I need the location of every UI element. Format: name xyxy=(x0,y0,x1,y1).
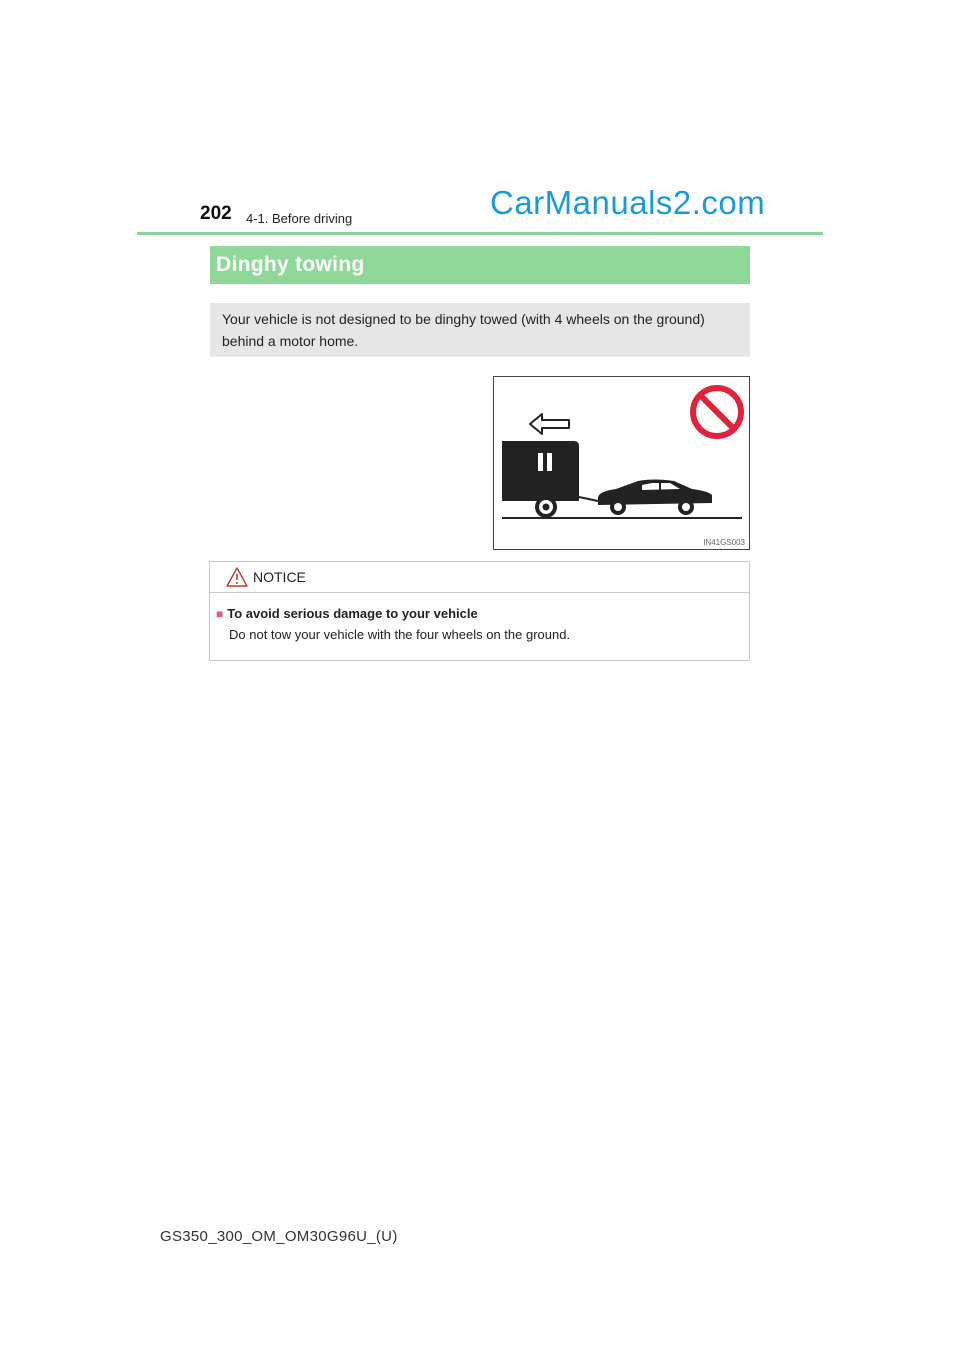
notice-body: Do not tow your vehicle with the four wheels on the ground. xyxy=(229,627,571,642)
section-title-bar xyxy=(210,246,750,284)
towing-illustration xyxy=(493,376,750,550)
warning-icon xyxy=(225,566,249,588)
section-label: 4-1. Before driving xyxy=(246,211,353,226)
document-code: GS350_300_OM_OM30G96U_(U) xyxy=(160,1228,398,1245)
motor-home-icon xyxy=(502,441,598,518)
notice-header xyxy=(210,562,749,593)
notice-box xyxy=(209,561,750,661)
notice-label: NOTICE xyxy=(253,569,306,585)
page-title: Dinghy towing xyxy=(216,253,365,276)
figure-id: IN41GS003 xyxy=(703,538,745,547)
header-divider xyxy=(137,232,823,235)
watermark-logo: CarManuals2.com xyxy=(490,184,766,221)
intro-text: Your vehicle is not designed to be dinghy towed (with 4 wheels on the ground) behind a motor home. xyxy=(210,303,750,357)
notice-heading xyxy=(216,606,478,621)
notice-heading-text: To avoid serious damage to your vehicle xyxy=(227,606,478,621)
car-icon xyxy=(598,480,712,516)
arrow-left-icon xyxy=(530,414,569,434)
prohibited-icon xyxy=(693,388,741,436)
square-bullet-icon: ■ xyxy=(216,607,224,621)
page-number: 202 xyxy=(200,203,232,224)
